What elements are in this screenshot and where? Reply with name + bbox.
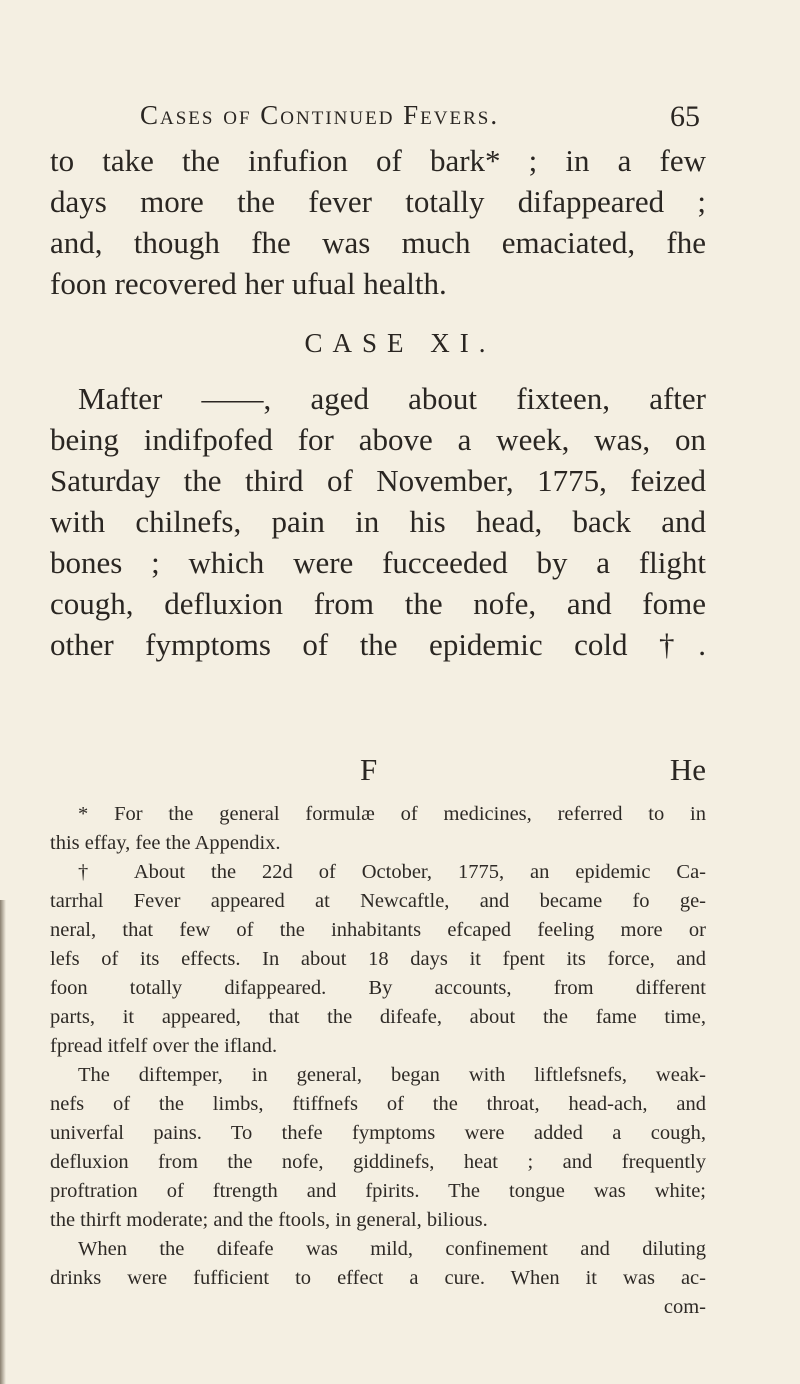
footnotes [50,800,706,1322]
footnote-line: drinks were fufficient to effect a cure. When it was ac- [50,1267,706,1289]
footnote-line: When the difeafe was mild, confinement and diluting [78,1238,706,1260]
running-title: Cases of Continued Fevers. [140,100,500,130]
footnote-line: com- [663,1296,706,1318]
text-line: to take the infufion of bark* ; in a few [50,143,706,178]
footnote-line: the thirft moderate; and the ftools, in general, bilious. [50,1209,488,1231]
footnote-line: fpread itfelf over the ifland. [50,1035,278,1057]
text-line: cough, defluxion from the nofe, and fome [50,586,706,621]
footnote-line: proftration of ftrength and fpirits. The tongue was white; [50,1180,706,1202]
text-line: Mafter ——, aged about fixteen, after [78,381,706,416]
footnote-line: * For the general formulæ of medicines, referred to in [78,803,706,825]
page-number: 65 [670,100,700,133]
footnote-line: The diftemper, in general, began with liftlefsnefs, weak- [78,1064,706,1086]
text-line: foon recovered her ufual health. [50,266,447,301]
running-header [140,100,700,131]
catchword: He [669,752,706,787]
footnote-line: † About the 22d of October, 1775, an epidemic Ca- [78,861,706,883]
footnote-line: nefs of the limbs, ftiffnefs of the throat, head-ach, and [50,1093,706,1115]
text-line: bones ; which were fucceeded by a flight [50,545,706,580]
body-text-case [50,378,706,665]
text-line: and, though fhe was much emaciated, fhe [50,225,706,260]
footnote-line: this effay, fee the Appendix. [50,832,281,854]
footnote-line: foon totally difappeared. By accounts, from different [50,977,706,999]
text-line: days more the fever totally difappeared ; [50,184,706,219]
footnote-line: tarrhal Fever appeared at Newcaftle, and became fo ge- [50,890,706,912]
body-text-top [50,140,706,304]
footnote-line: neral, that few of the inhabitants efcaped feeling more or [50,919,706,941]
text-line: Saturday the third of November, 1775, feized [50,463,706,498]
footnote-line: parts, it appeared, that the difeafe, about the fame time, [50,1006,706,1028]
text-line: with chilnefs, pain in his head, back and [50,504,706,539]
text-line: other fymptoms of the epidemic cold †. [50,627,706,662]
footnote-line: defluxion from the nofe, giddinefs, heat ; and frequently [50,1151,706,1173]
footnote-line: lefs of its effects. In about 18 days it fpent its force, and [50,948,706,970]
footnote-line: univerfal pains. To thefe fymptoms were added a cough, [50,1122,706,1144]
text-line: being indifpofed for above a week, was, on [50,422,706,457]
page-edge-shadow [0,900,6,1384]
signature-mark: F [360,752,378,787]
case-heading: CASE XI. [304,328,496,358]
